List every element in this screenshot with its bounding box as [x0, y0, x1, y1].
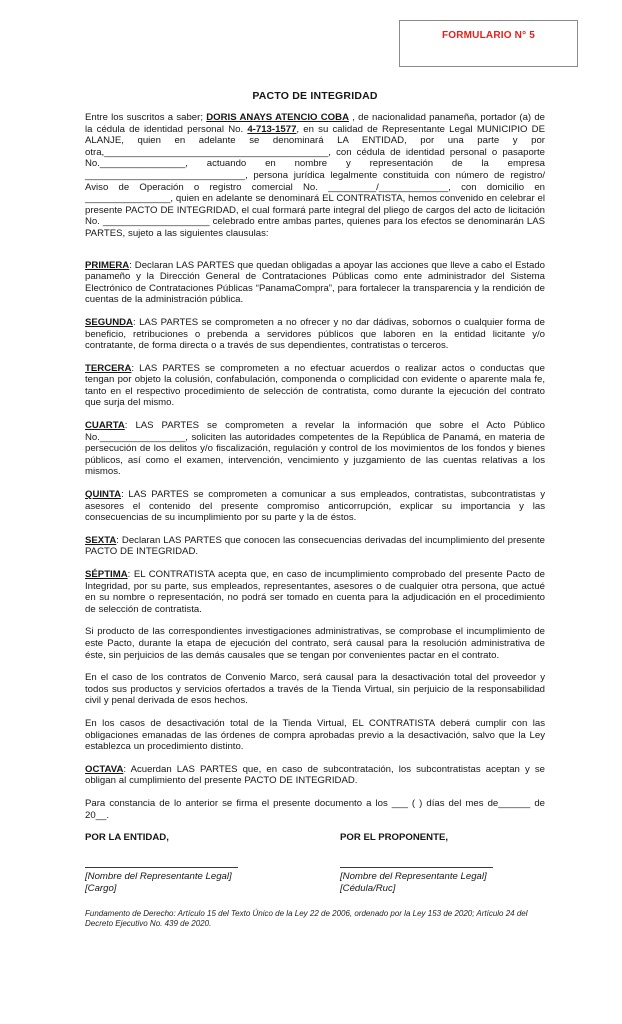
paragraph-investigaciones: [85, 626, 545, 661]
clause-text: : Declaran LAS PARTES que quedan obligadas a apoyar las acciones que lleve a cabo el Estado panameño y la Dirección General de Contrataciones Públicas como ente administrador del Sistema Electrónico de Contrataciones Públicas “PanamaCompra”, para fortalecer la transparencia y la rendición de cuentas de la administración pública.: [85, 259, 545, 306]
clause-text: En los casos de desactivación total de la Tienda Virtual, EL CONTRATISTA deberá cumplir con las obligaciones emanadas de las órdenes de compra aprobadas previo a la desactivación, salvo que la Ley establezca un procedimiento distinto.: [85, 717, 545, 753]
clause-heading: CUARTA: [85, 420, 125, 432]
signature-block-proponente: [340, 832, 545, 894]
signature-proponente-cedula-label: [Cédula/Ruc]: [340, 882, 396, 894]
clause-tercera: [85, 363, 545, 409]
signature-entity-heading: POR LA ENTIDAD,: [85, 832, 169, 844]
clause-cuarta: [85, 420, 545, 478]
intro-text: Entre los suscritos a saber;: [85, 112, 207, 123]
document-content: [85, 90, 545, 929]
signature-entity-name-label: [Nombre del Representante Legal]: [85, 871, 232, 883]
clause-quinta: [85, 489, 545, 524]
clause-text: : LAS PARTES se comprometen a no efectuar acuerdos o realizar actos o conductas que tengan por objeto la colusión, confabulación, componenda o complicidad con evidente o aparente mala fe, tanto en el respectivo procedimiento de selección de contratista, como durante la ejecución del contrato que surja del mismo.: [85, 362, 545, 409]
clause-text: En el caso de los contratos de Convenio Marco, será causal para la desactivación total del proveedor y todos sus productos y servicios ofertados a través de la Tienda Virtual, sin perjuicio de la responsabilidad civil y penal derivada de esos hechos.: [85, 672, 545, 707]
intro-text: , de nacionalidad panameña, portador (a) de la cédula de identidad personal No.: [85, 112, 546, 135]
clause-text: : Acuerdan LAS PARTES que, en caso de subcontratación, los subcontratistas aceptan y se obligan al cumplimiento del presente PACTO DE INTEGRIDAD.: [85, 763, 545, 787]
clause-heading: QUINTA: [85, 489, 122, 501]
clause-heading: PRIMERA: [85, 259, 130, 271]
document-paragraphs: [85, 112, 545, 821]
clause-sexta: [85, 535, 545, 558]
signature-section: [85, 832, 545, 894]
intro-paragraph: [85, 112, 545, 240]
form-number-label: FORMULARIO N° 5: [441, 30, 536, 41]
signature-entity-cargo-label: [Cargo]: [85, 882, 117, 894]
signature-proponente-name-label: [Nombre del Representante Legal]: [340, 871, 487, 883]
clause-text: : Declaran LAS PARTES que conocen las consecuencias derivadas del incumplimiento del presente PACTO DE INTEGRIDAD.: [85, 534, 545, 558]
clause-septima: [85, 569, 545, 615]
closing-paragraph: [85, 798, 545, 821]
paragraph-convenio-marco: [85, 672, 545, 707]
signature-proponente-heading: POR EL PROPONENTE,: [340, 832, 449, 844]
clause-text: : LAS PARTES se comprometen a revelar la información que sobre el Acto Público No.________________, soliciten las autoridades competentes de la República de Panamá, en materia de persecución de los delitos y/o fiscalización, regulación y control de los movimientos de los fondos y bienes públicos, así como el examen, intervención, vencimiento y juzgamiento de las cuentas relativas a los mismos.: [85, 420, 545, 478]
clause-text: Para constancia de lo anterior se firma el presente documento a los ___ ( ) días del mes de______ de 20__.: [85, 797, 545, 821]
signature-line-proponente: [340, 867, 493, 868]
clause-heading: SEXTA: [85, 534, 117, 546]
clause-octava: [85, 764, 545, 787]
clause-heading: OCTAVA: [85, 763, 124, 775]
clause-heading: SEGUNDA: [85, 316, 133, 328]
clause-text: : EL CONTRATISTA acepta que, en caso de incumplimiento comprobado del presente Pacto de Integridad, por su parte, sus empleados, representantes, asesores o de cualquier otra persona, que actué en su nombre o representación, no podrá ser tomado en cuenta para la adjudicación en el procedimiento de selección de contratista.: [85, 569, 545, 615]
clause-text: : LAS PARTES se comprometen a no ofrecer y no dar dádivas, sobornos o cualquier forma de beneficio, retribuciones o prebenda a servidores públicos que laboren en la entidad licitante y/o contratante, de forma directa o a través de sus dependientes, contratistas o terceros.: [85, 316, 545, 352]
signature-block-entity: [85, 832, 340, 894]
intro-text: , en su calidad de Representante Legal MUNICIPIO DE ALANJE, quien en adelante se denominará LA ENTIDAD, por una parte y por otra,__________________________________________, con cédula de identidad personal o pasaporte No.________________, actuando en nombre y representación de la empresa ______________________________, persona jurídica legalmente constituida con número de registro/ Aviso de Operación o registro comercial No. _________/_____________, con domicilio en ________________, quien en adelante se denominará EL CONTRATISTA, hemos convenido en celebrar el presente PACTO DE INTEGRIDAD, el cual formará parte integral del pliego de cargos del acto de licitación No. ____________________ celebrado entre ambas partes, quienes para los efectos se denominarán LAS PARTES, sujeto a las siguientes clausulas:: [85, 123, 545, 239]
legal-basis-footnote: Fundamento de Derecho: Artículo 15 del Texto Único de la Ley 22 de 2006, ordenado por la Ley 153 de 2020; Artículo 24 del Decreto Ejecutivo No. 439 de 2020.: [85, 909, 528, 929]
clause-heading: TERCERA: [85, 362, 132, 374]
clause-heading: SÉPTIMA: [85, 569, 128, 580]
clause-text: : LAS PARTES se comprometen a comunicar a sus empleados, contratistas, subcontratistas y asesores el contenido del presente compromiso anticorrupción, explicar su importancia y las consecuencias de su incumplimiento por su parte y la de éstos.: [85, 489, 545, 524]
clause-primera: [85, 260, 545, 306]
clause-segunda: [85, 317, 545, 352]
clause-text: Si producto de las correspondientes investigaciones administrativas, se comprobase el incumplimiento de este Pacto, durante la etapa de ejecución del contrato, será causal para la resolución administrativa de éste, sin perjuicios de las demás causales que se tengan por convenientes pactar en el contrato.: [85, 626, 545, 661]
form-number-box: [399, 20, 578, 67]
cedula-number: 4-713-1577: [247, 123, 297, 135]
entity-representative-name: DORIS ANAYS ATENCIO COBA: [206, 112, 350, 123]
page-title: PACTO DE INTEGRIDAD: [252, 90, 378, 102]
signature-line-entity: [85, 867, 238, 868]
paragraph-desactivacion: [85, 718, 545, 753]
